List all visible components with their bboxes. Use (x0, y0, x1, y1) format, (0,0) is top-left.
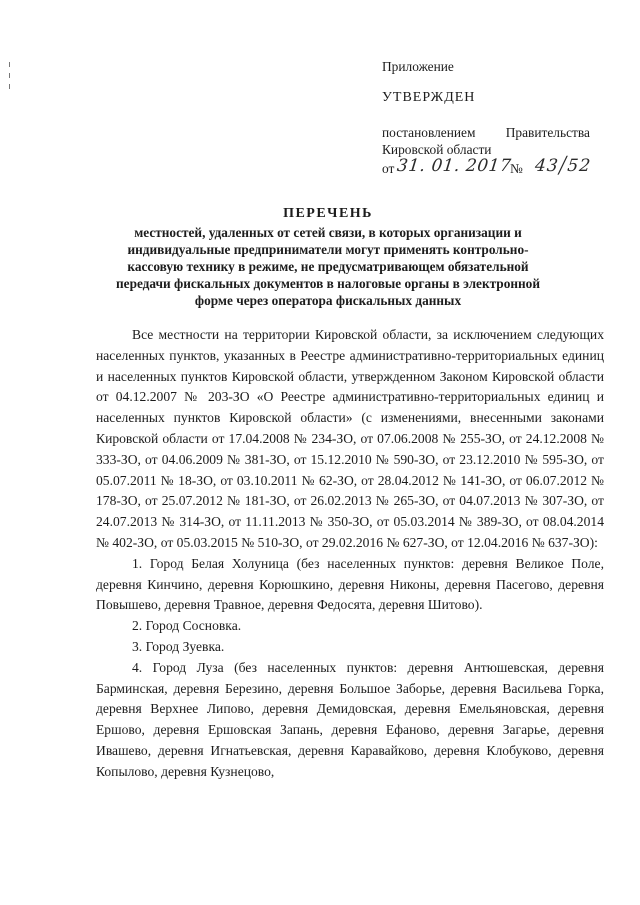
date-number-line (382, 152, 632, 180)
handwritten-number (534, 152, 593, 180)
region-line: Кировской области (382, 142, 492, 157)
number-sign: № (510, 161, 523, 176)
list-item: 3. Город Зуевка. (132, 638, 225, 654)
list-item: 1. Город Белая Холуница (без населенных пунктов: деревня Великое Поле, деревня Кинчино, деревня Корюшкино, деревня Никоны, деревня Пасегово, деревня Повышево, деревня Травное, деревня Федосята, деревня Шитово). (96, 555, 604, 613)
scan-edge-marks (8, 62, 12, 92)
list-item: 4. Город Луза (без населенных пунктов: деревня Антюшевская, деревня Барминская, деревня Березино, деревня Большое Заборье, деревня Васильева Горка, деревня Верхнее Липово, деревня Демидовская, деревня Емельяновская, деревня Ершово, деревня Ершовская Запань, деревня Ефаново, деревня Загарье, деревня Ивашево, деревня Игнатьевская, деревня Каравайково, деревня Клобуково, деревня Копылово, деревня Кузнецово, (96, 659, 604, 779)
document-title (100, 206, 556, 309)
title-subtitle: местностей, удаленных от сетей связи, в которых организации и индивидуальные предприниматели могут применять контрольно-кассовую технику в режиме, не предусматривающем обязательной передачи фискальных документов в налоговые органы в электронной форме через оператора фискальных данных (116, 224, 540, 308)
handwritten-date: 31. 01. 2017 (396, 156, 513, 176)
decree-line (382, 124, 590, 141)
intro-paragraph: Все местности на территории Кировской области, за исключением следующих населенных пунктов, указанных в Реестре административно-территориальных единиц и населенных пунктов Кировской области, утвержденном Законом Кировской области от 04.12.2007 № 203-ЗО «О Реестре административно-территориальных единиц и населенных пунктов Кировской области» (с изменениями, внесенными законами Кировской области от 17.04.2008 № 234-ЗО, от 07.06.2008 № 255-ЗО, от 24.12.2008 № 333-ЗО, от 04.06.2009 № 381-ЗО, от 15.12.2010 № 590-ЗО, от 23.12.2010 № 595-ЗО, от 05.07.2011 № 18-ЗО, от 03.10.2011 № 62-ЗО, от 28.04.2012 № 141-ЗО, от 06.07.2012 № 178-ЗО, от 25.07.2012 № 181-ЗО, от 26.02.2013 № 265-ЗО, от 04.07.2013 № 307-ЗО, от 24.07.2013 № 314-ЗО, от 11.11.2013 № 350-ЗО, от 05.03.2014 № 389-ЗО, от 08.04.2014 № 402-ЗО, от 05.03.2015 № 510-ЗО, от 29.02.2016 № 627-ЗО, от 12.04.2016 № 637-ЗО): (96, 327, 604, 550)
decree-word: постановлением (382, 125, 476, 140)
appendix-label: Приложение (382, 59, 454, 74)
approved-stamp-text: УТВЕРЖДЕН (382, 90, 476, 105)
list-item: 2. Город Сосновка. (132, 618, 242, 634)
title-heading: ПЕРЕЧЕНЬ (283, 206, 373, 221)
decree-body: Правительства (505, 125, 590, 140)
number-left: 43 (534, 156, 560, 176)
number-slash: / (558, 152, 568, 180)
number-right: 52 (566, 156, 593, 176)
document-body (96, 325, 604, 783)
date-prefix: от (382, 161, 395, 176)
approval-block (382, 58, 632, 180)
